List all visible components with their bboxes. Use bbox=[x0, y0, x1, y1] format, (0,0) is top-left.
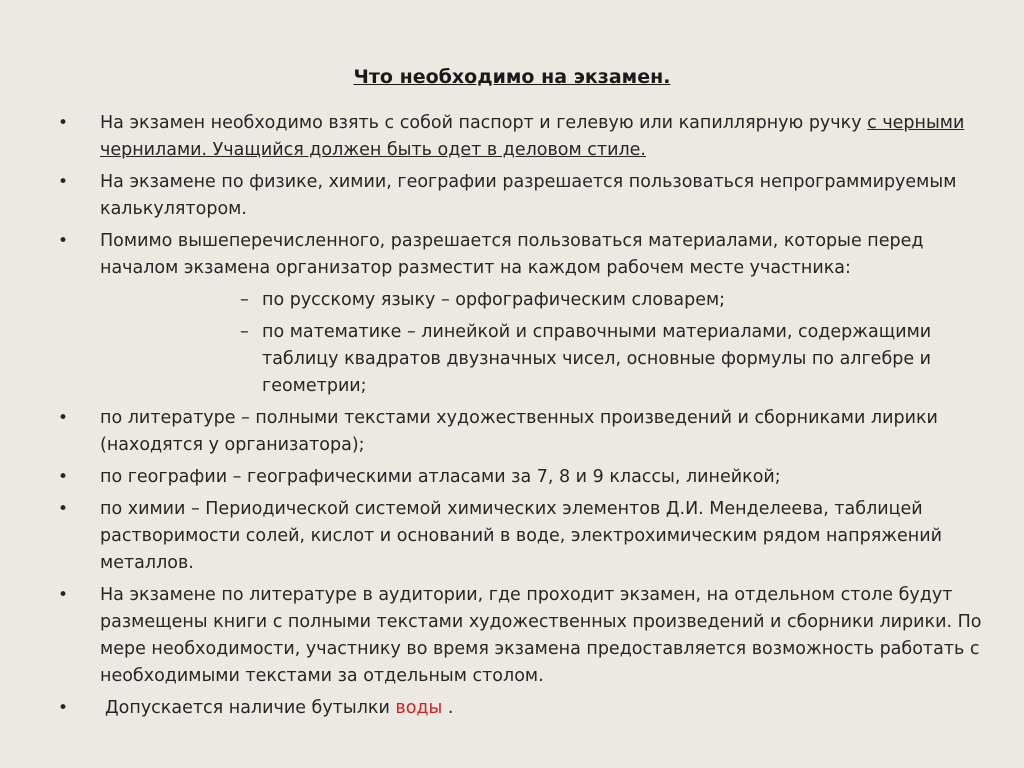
list-item-water bbox=[58, 695, 988, 722]
bullet-icon: • bbox=[58, 172, 69, 192]
item-text: На экзамене по физике, химии, географии разрешается пользоваться непрограммируемым калькулятором. bbox=[100, 172, 957, 219]
bullet-icon: • bbox=[58, 585, 69, 605]
bullet-icon: • bbox=[58, 113, 69, 133]
bullet-icon: • bbox=[58, 467, 69, 487]
item-text: по химии – Периодической системой химических элементов Д.И. Менделеева, таблицей растворимости солей, кислот и оснований в воде, электрохимическим рядом напряжений металлов. bbox=[100, 499, 942, 573]
bullet-icon: • bbox=[58, 499, 69, 519]
list-item-calculator bbox=[58, 169, 988, 223]
highlight-word: воды bbox=[395, 698, 443, 718]
sub-item-text: по русскому языку – орфографическим словарем; bbox=[262, 290, 726, 310]
list-item-literature bbox=[58, 405, 988, 459]
dash-icon: – bbox=[240, 290, 249, 310]
list-item-passport bbox=[58, 110, 988, 164]
list-item-geography bbox=[58, 464, 988, 491]
bullet-icon: • bbox=[58, 698, 69, 718]
dash-icon: – bbox=[240, 322, 249, 342]
item-text: Помимо вышеперечисленного, разрешается пользоваться материалами, которые перед началом экзамена организатор разместит на каждом рабочем месте участника: bbox=[100, 231, 924, 278]
list-item-materials bbox=[58, 228, 988, 282]
sub-item-text: по математике – линейкой и справочными материалами, содержащими таблицу квадратов двузначных чисел, основные формулы по алгебре и геометрии; bbox=[262, 322, 932, 396]
item-text: На экзамене по литературе в аудитории, где проходит экзамен, на отдельном столе будут размещены книги с полными текстами художественных произведений и сборники лирики. По мере необходимости, участнику во время экзамена предоставляется возможность работать с необходимыми текстами за отдельным столом. bbox=[100, 585, 982, 686]
bullet-icon: • bbox=[58, 231, 69, 251]
item-text: На экзамен необходимо взять с собой паспорт и гелевую или капиллярную ручку bbox=[100, 113, 862, 133]
sub-item-russian bbox=[240, 287, 982, 314]
item-text-underlined: с черными чернилами. Учащийся должен быть одет в деловом стиле. bbox=[100, 113, 965, 160]
item-text: Допускается наличие бутылки bbox=[105, 698, 390, 718]
bullet-list bbox=[58, 110, 988, 727]
slide-title: Что необходимо на экзамен. bbox=[353, 66, 671, 88]
bullet-icon: • bbox=[58, 408, 69, 428]
list-item-chemistry bbox=[58, 496, 988, 577]
item-text-end: . bbox=[447, 698, 454, 718]
item-text: по географии – географическими атласами за 7, 8 и 9 классы, линейкой; bbox=[100, 467, 781, 487]
list-item-literature-room bbox=[58, 582, 988, 690]
item-text: по литературе – полными текстами художественных произведений и сборниками лирики (находятся у организатора); bbox=[100, 408, 938, 455]
sub-item-math bbox=[240, 319, 982, 400]
